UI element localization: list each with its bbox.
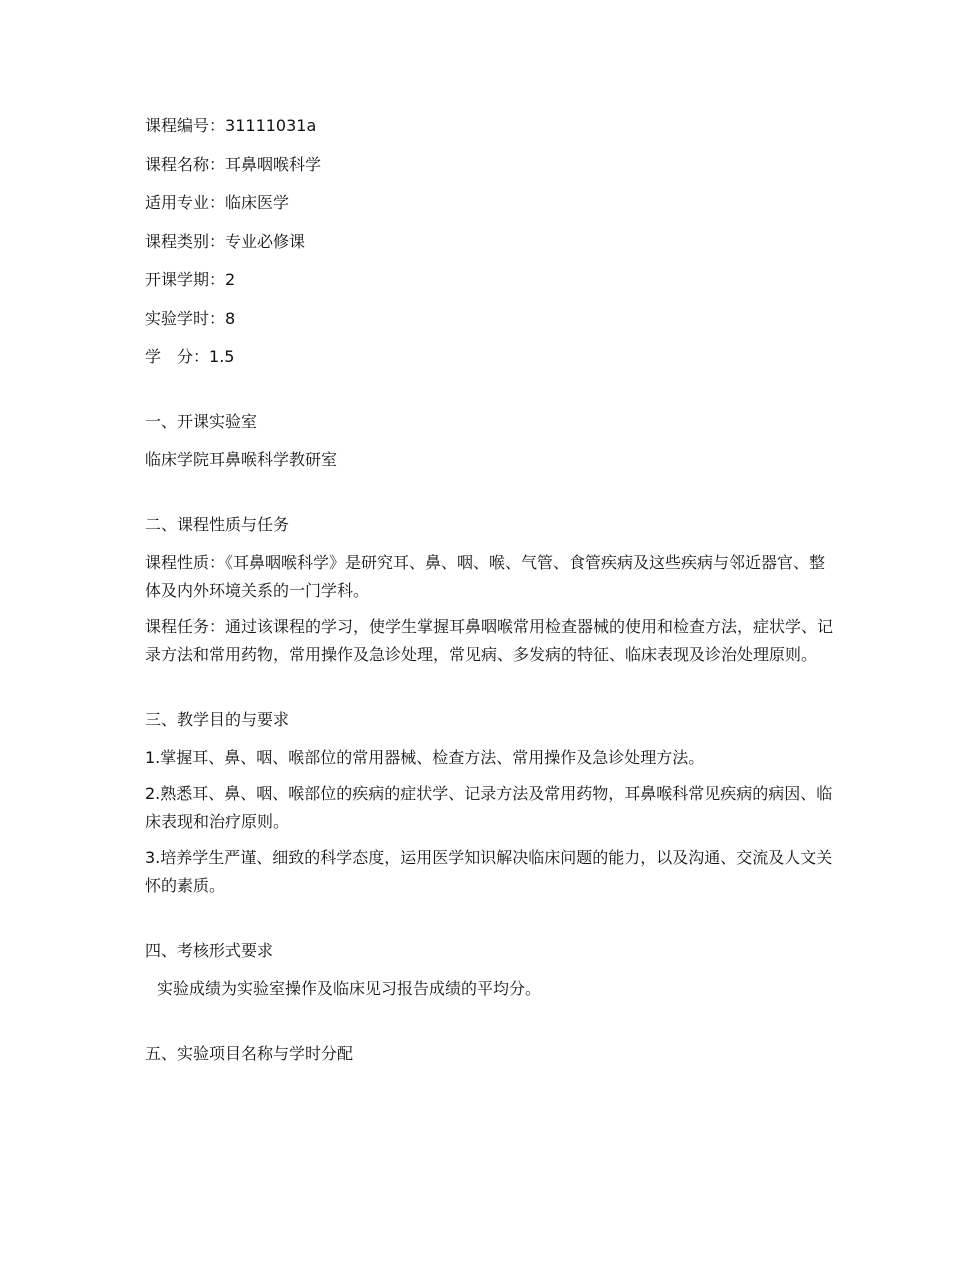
course-nature-paragraph: 课程性质：《耳鼻咽喉科学》是研究耳、鼻、咽、喉、气管、食管疾病及这些疾病与邻近器官、整体及内外环境关系的一门学科。 <box>145 553 826 600</box>
meta-value: 耳鼻咽喉科学 <box>225 154 322 174</box>
meta-label: 课程名称 <box>145 154 210 174</box>
section-heading-lab-items: 五、实验项目名称与学时分配 <box>145 1044 354 1063</box>
meta-label: 实验学时 <box>145 308 210 328</box>
section-body-lab: 临床学院耳鼻喉科学教研室 <box>145 450 338 469</box>
section-heading-nature: 二、课程性质与任务 <box>145 515 290 534</box>
meta-separator: ： <box>209 154 226 174</box>
goal-item: 3.培养学生严谨、细致的科学态度，运用医学知识解决临床问题的能力，以及沟通、交流及人文关怀的素质。 <box>145 848 833 895</box>
goal-item: 1.掌握耳、鼻、咽、喉部位的常用器械、检查方法、常用操作及急诊处理方法。 <box>145 748 705 767</box>
meta-course-code <box>145 112 840 140</box>
meta-label: 开课学期 <box>145 270 210 289</box>
meta-separator: ： <box>209 116 226 135</box>
meta-label: 适用专业 <box>145 193 210 212</box>
meta-value: 8 <box>225 308 236 328</box>
meta-separator: ： <box>209 193 226 212</box>
meta-value: 临床医学 <box>225 193 290 212</box>
meta-label: 课程编号 <box>145 116 210 135</box>
meta-credits <box>145 343 840 371</box>
meta-course-type <box>145 228 840 256</box>
meta-semester <box>145 266 840 294</box>
course-meta <box>145 112 840 371</box>
section-heading-goals: 三、教学目的与要求 <box>145 710 290 729</box>
assessment-body: 实验成绩为实验室操作及临床见习报告成绩的平均分。 <box>157 979 542 998</box>
meta-value: 2 <box>225 270 236 289</box>
meta-value: 1.5 <box>209 347 235 366</box>
document-page <box>145 112 840 1068</box>
course-task-paragraph: 课程任务：通过该课程的学习，使学生掌握耳鼻咽喉常用检查器械的使用和检查方法，症状学、记录方法和常用药物，常用操作及急诊处理，常见病、多发病的特征、临床表现及诊治处理原则。 <box>145 617 834 664</box>
meta-separator: ： <box>209 231 226 251</box>
meta-separator: ： <box>209 270 226 289</box>
meta-label: 课程类别 <box>145 231 210 251</box>
meta-separator: ： <box>193 347 210 366</box>
meta-value: 31111031a <box>225 116 317 135</box>
goal-item: 2.熟悉耳、鼻、咽、喉部位的疾病的症状学、记录方法及常用药物，耳鼻喉科常见疾病的病因、临床表现和治疗原则。 <box>145 784 833 831</box>
meta-lab-hours <box>145 305 840 333</box>
meta-major <box>145 189 840 217</box>
section-heading-assessment: 四、考核形式要求 <box>145 941 274 960</box>
section-heading-lab: 一、开课实验室 <box>145 412 258 431</box>
meta-value: 专业必修课 <box>225 231 306 251</box>
meta-separator: ： <box>209 308 226 328</box>
meta-label: 学 分 <box>145 347 194 366</box>
meta-course-name <box>145 151 840 179</box>
